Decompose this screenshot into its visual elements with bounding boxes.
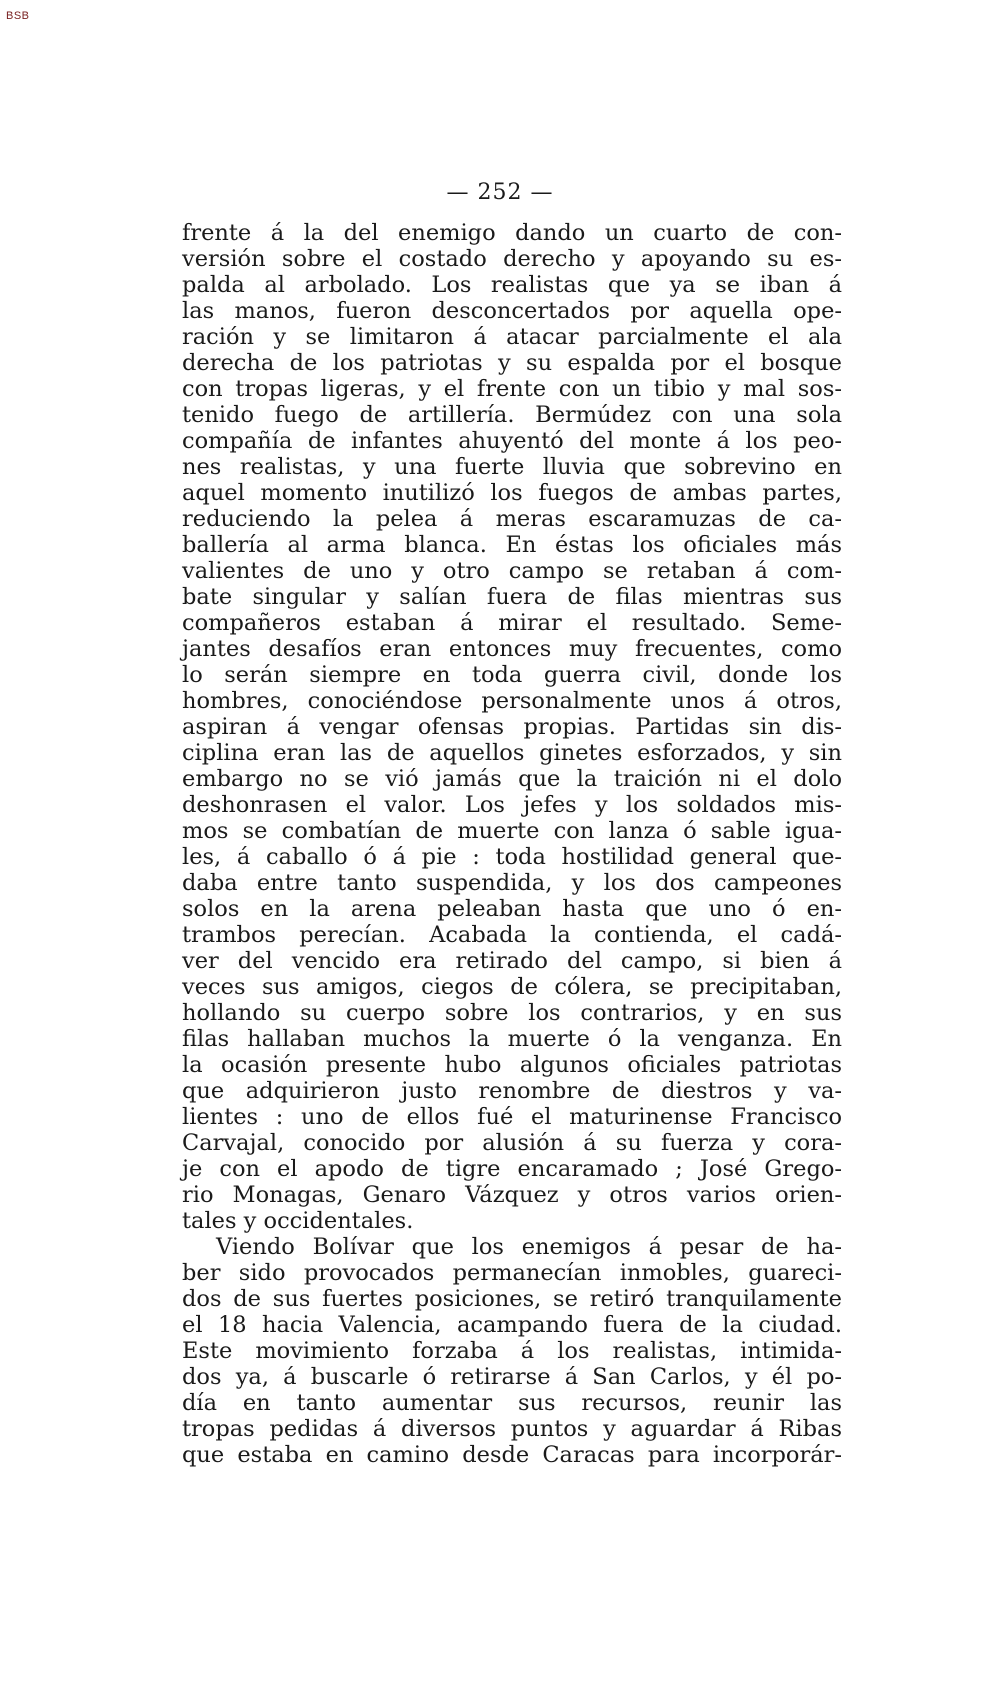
text-line: dos de sus fuertes posiciones, se retiró tranquilamente (182, 1286, 842, 1312)
text-line: les, á caballo ó á pie : toda hostilidad general que- (182, 844, 842, 870)
text-line: ver del vencido era retirado del campo, si bien á (182, 948, 842, 974)
text-line: je con el apodo de tigre encaramado ; José Grego- (182, 1156, 842, 1182)
text-line: ballería al arma blanca. En éstas los oficiales más (182, 532, 842, 558)
text-line: tenido fuego de artillería. Bermúdez con una sola (182, 402, 842, 428)
text-line: jantes desafíos eran entonces muy frecuentes, como (182, 636, 842, 662)
text-line: día en tanto aumentar sus recursos, reunir las (182, 1390, 842, 1416)
text-line: lo serán siempre en toda guerra civil, donde los (182, 662, 842, 688)
text-line: trambos perecían. Acabada la contienda, el cadá- (182, 922, 842, 948)
text-line: el 18 hacia Valencia, acampando fuera de la ciudad. (182, 1312, 842, 1338)
text-line: aquel momento inutilizó los fuegos de ambas partes, (182, 480, 842, 506)
text-line: aspiran á vengar ofensas propias. Partidas sin dis- (182, 714, 842, 740)
text-line: lientes : uno de ellos fué el maturinense Francisco (182, 1104, 842, 1130)
text-line: que adquirieron justo renombre de diestros y va- (182, 1078, 842, 1104)
text-line: veces sus amigos, ciegos de cólera, se precipitaban, (182, 974, 842, 1000)
library-stamp: BSB (6, 10, 30, 22)
text-line: daba entre tanto suspendida, y los dos campeones (182, 870, 842, 896)
text-line: compañeros estaban á mirar el resultado. Seme- (182, 610, 842, 636)
body-text (182, 220, 842, 1468)
text-line: ración y se limitaron á atacar parcialmente el ala (182, 324, 842, 350)
text-line: bate singular y salían fuera de filas mientras sus (182, 584, 842, 610)
text-line: Carvajal, conocido por alusión á su fuerza y cora- (182, 1130, 842, 1156)
page-number: — 252 — (446, 180, 554, 205)
text-line: ciplina eran las de aquellos ginetes esforzados, y sin (182, 740, 842, 766)
text-line: valientes de uno y otro campo se retaban á com- (182, 558, 842, 584)
text-line: palda al arbolado. Los realistas que ya se iban á (182, 272, 842, 298)
text-line: dos ya, á buscarle ó retirarse á San Carlos, y él po- (182, 1364, 842, 1390)
text-line: hollando su cuerpo sobre los contrarios, y en sus (182, 1000, 842, 1026)
text-line: mos se combatían de muerte con lanza ó sable igua- (182, 818, 842, 844)
text-line: hombres, conociéndose personalmente unos á otros, (182, 688, 842, 714)
text-line: derecha de los patriotas y su espalda por el bosque (182, 350, 842, 376)
text-line: Este movimiento forzaba á los realistas, intimida- (182, 1338, 842, 1364)
text-line: embargo no se vió jamás que la traición ni el dolo (182, 766, 842, 792)
text-line: las manos, fueron desconcertados por aquella ope- (182, 298, 842, 324)
text-line: rio Monagas, Genaro Vázquez y otros varios orien- (182, 1182, 842, 1208)
text-line: que estaba en camino desde Caracas para incorporár- (182, 1442, 842, 1468)
text-line: nes realistas, y una fuerte lluvia que sobrevino en (182, 454, 842, 480)
text-line: la ocasión presente hubo algunos oficiales patriotas (182, 1052, 842, 1078)
text-line: solos en la arena peleaban hasta que uno ó en- (182, 896, 842, 922)
text-line: compañía de infantes ahuyentó del monte á los peo- (182, 428, 842, 454)
text-line: versión sobre el costado derecho y apoyando su es- (182, 246, 842, 272)
text-line: Viendo Bolívar que los enemigos á pesar de ha- (216, 1234, 842, 1260)
text-line: tropas pedidas á diversos puntos y aguardar á Ribas (182, 1416, 842, 1442)
text-line: tales y occidentales. (182, 1208, 414, 1234)
text-line: ber sido provocados permanecían inmobles, guareci- (182, 1260, 842, 1286)
text-line: filas hallaban muchos la muerte ó la venganza. En (182, 1026, 842, 1052)
text-line: deshonrasen el valor. Los jefes y los soldados mis- (182, 792, 842, 818)
text-line: frente á la del enemigo dando un cuarto de con- (182, 220, 842, 246)
text-line: reduciendo la pelea á meras escaramuzas de ca- (182, 506, 842, 532)
text-line: con tropas ligeras, y el frente con un tibio y mal sos- (182, 376, 842, 402)
